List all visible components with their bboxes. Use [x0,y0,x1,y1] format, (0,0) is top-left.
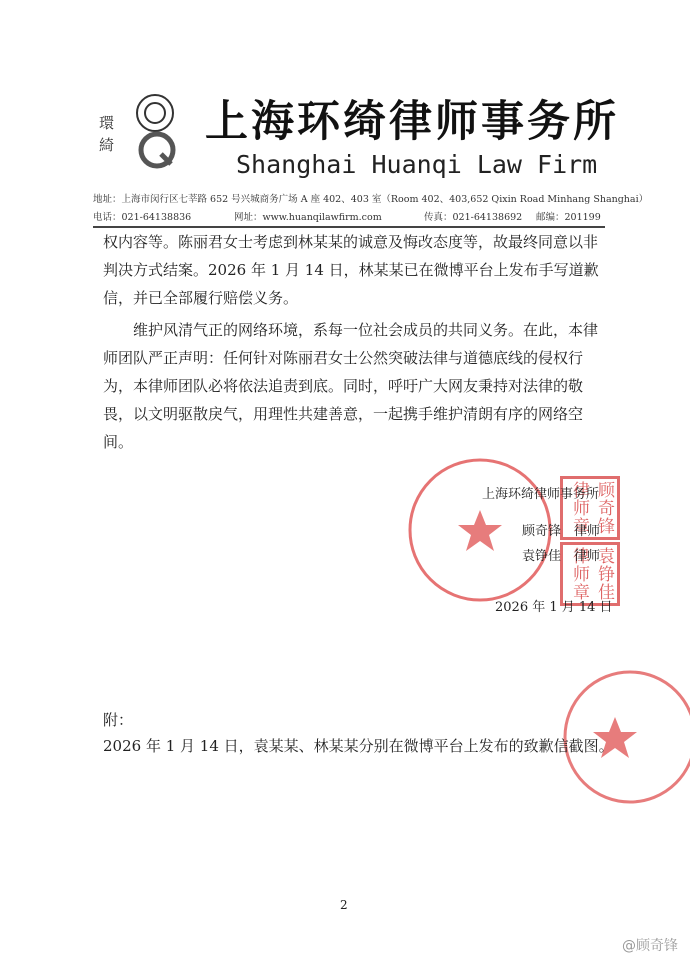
signature-firm: 上海环绮律师事务所 [482,487,600,502]
firm-logo [95,88,190,178]
phone: 电话：021-64138836 [93,212,192,223]
signature-date: 2026 年 1 月 14 日 [495,600,613,615]
page-number: 2 [340,898,348,912]
body-paragraph-1: 权内容等。陈丽君女士考虑到林某某的诚意及悔改态度等，故最终同意以非判决方式结案。2026 年 1 月 14 日，林某某已在微博平台上发布手写道歉信，并已全部履行赔偿义务。 [103,233,599,307]
firm-name-cn: 上海环绮律师事务所 [205,97,619,147]
appendix-label: 附： [103,711,134,729]
svg-text:綺: 綺 [99,136,115,154]
lawyer-seal-2: 袁铮佳律师章 [560,542,620,606]
signature-lawyer-2: 袁铮佳 律师 [522,549,601,564]
body-paragraph-2: 维护风清气正的网络环境，系每一位社会成员的共同义务。在此，本律师团队严正声明：任何针对陈丽君女士公然突破法律与道德底线的侵权行为，本律师团队必将依法追责到底。同时，呼吁广大网友秉持对法律的敬畏，以文明驱散戾气，用理性共建善意，一起携手维护清朗有序的网络空间。 [103,321,599,451]
address: 地址：上海市闵行区七莘路 652 号兴城商务广场 A 座 402、403 室（Room 402、403,652 Qixin Road Minhang Shanghai） [93,194,649,205]
svg-text:環: 環 [99,114,115,132]
signature-lawyer-1: 顾奇锋 律师 [522,524,601,539]
fax: 传真：021-64138692 [424,212,523,223]
website: 网址：www.huanqilawfirm.com [234,212,382,223]
weibo-watermark: @顾奇锋 [622,938,678,954]
firm-name-en: Shanghai Huanqi Law Firm [236,150,598,179]
appendix-text: 2026 年 1 月 14 日，袁某某、林某某分别在微博平台上发布的致歉信截图。 [103,737,614,755]
lawyer-seal-1: 顾奇锋律师章 [560,476,620,540]
postcode: 邮编：201199 [536,212,601,223]
